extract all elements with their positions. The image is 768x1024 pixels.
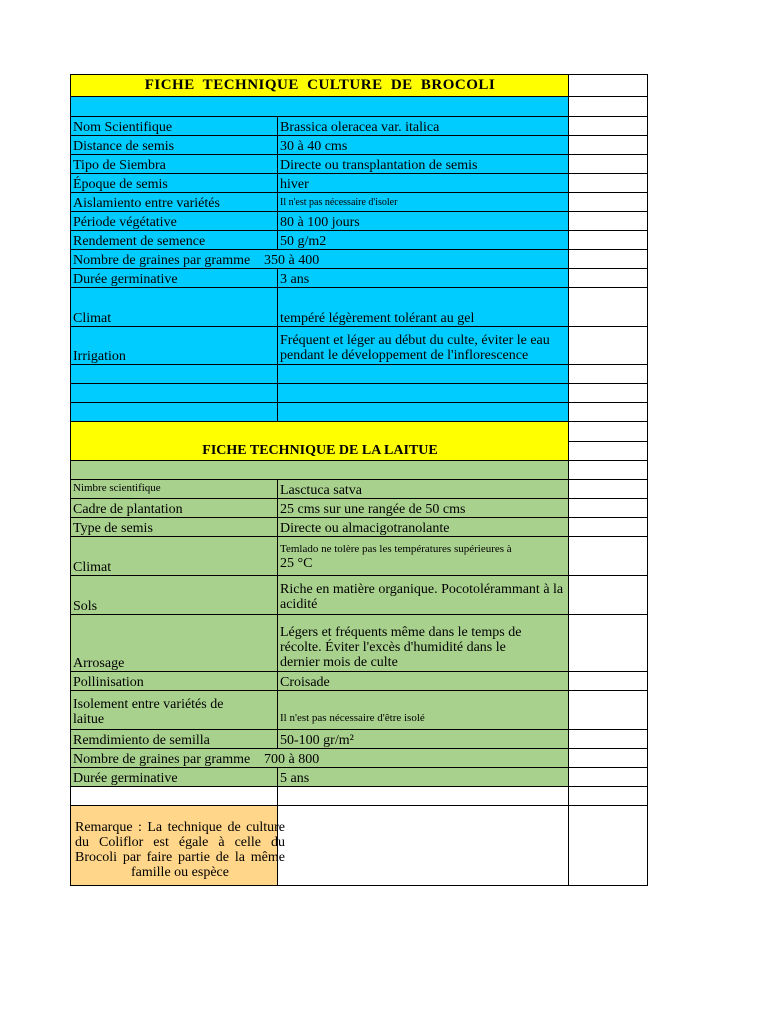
cell-empty[interactable] [569, 518, 648, 537]
lettuce-value[interactable]: Riche en matière organique. Pocotolérammant à la acidité [278, 576, 569, 615]
broccoli-value-text: 350 à 400 [264, 253, 320, 268]
cell-empty[interactable] [569, 384, 648, 403]
cell-empty[interactable] [569, 174, 648, 193]
cell-empty[interactable] [569, 672, 648, 691]
cell-empty[interactable] [569, 787, 648, 806]
cell-empty[interactable] [278, 384, 569, 403]
broccoli-label[interactable]: Rendement de semence [71, 231, 278, 250]
cell-empty[interactable] [569, 730, 648, 749]
broccoli-value[interactable]: Brassica oleracea var. italica [278, 117, 569, 136]
cell-empty[interactable] [569, 537, 648, 576]
cell-empty[interactable] [569, 212, 648, 231]
cell-empty[interactable] [569, 422, 648, 442]
broccoli-value[interactable]: tempéré légèrement tolérant au gel [278, 288, 569, 327]
cell-empty[interactable] [569, 75, 648, 97]
lettuce-value[interactable]: Légers et fréquents même dans le temps de récolte. Éviter l'excès d'humidité dans le dernier mois de culte [278, 615, 569, 672]
cell-empty[interactable] [569, 269, 648, 288]
remark-note[interactable] [71, 806, 285, 886]
cell-empty[interactable] [569, 749, 648, 768]
cell-empty[interactable] [569, 136, 648, 155]
lettuce-title[interactable]: FICHE TECHNIQUE DE LA LAITUE [71, 422, 569, 461]
lettuce-label[interactable]: Sols [71, 576, 278, 615]
broccoli-label[interactable]: Climat [71, 288, 278, 327]
broccoli-label[interactable]: Irrigation [71, 327, 278, 365]
lettuce-label[interactable]: Climat [71, 537, 278, 576]
cell-empty[interactable] [278, 365, 569, 384]
lettuce-label[interactable]: Nombre de graines par gramme [71, 749, 278, 768]
lettuce-value-text: 700 à 800 [264, 752, 320, 767]
broccoli-value[interactable]: hiver [278, 174, 569, 193]
cell-empty[interactable] [71, 97, 569, 117]
broccoli-label[interactable]: Nombre de graines par gramme [71, 250, 278, 269]
cell-empty[interactable] [569, 250, 648, 269]
broccoli-value[interactable]: 50 g/m2 [278, 231, 569, 250]
broccoli-value[interactable]: 3 ans [278, 269, 569, 288]
lettuce-value[interactable]: Croisade [278, 672, 569, 691]
cell-empty[interactable] [569, 442, 648, 461]
broccoli-label[interactable]: Distance de semis [71, 136, 278, 155]
broccoli-label[interactable]: Aislamiento entre variétés [71, 193, 278, 212]
cell-empty[interactable] [569, 231, 648, 250]
cell-empty[interactable] [278, 403, 569, 422]
lettuce-value[interactable] [278, 537, 569, 576]
cell-empty[interactable] [71, 787, 278, 806]
broccoli-value[interactable] [264, 250, 569, 269]
cell-empty[interactable] [569, 768, 648, 787]
cell-empty[interactable] [569, 576, 648, 615]
lettuce-value-line: Temlado ne tolère pas les températures supérieures à [280, 543, 512, 555]
broccoli-label[interactable]: Durée germinative [71, 269, 278, 288]
lettuce-label[interactable]: Cadre de plantation [71, 499, 278, 518]
lettuce-value[interactable]: 5 ans [278, 768, 569, 787]
cell-empty[interactable] [71, 403, 278, 422]
lettuce-label[interactable]: Arrosage [71, 615, 278, 672]
broccoli-label[interactable]: Tipo de Siembra [71, 155, 278, 174]
cell-empty[interactable] [278, 787, 569, 806]
broccoli-value[interactable]: 80 à 100 jours [278, 212, 569, 231]
lettuce-value[interactable] [264, 749, 569, 768]
cell-empty[interactable] [569, 615, 648, 672]
remark-text: Remarque : La technique de culture du Coliflor est égale à celle du Brocoli par faire partie de la même famille ou espèce [75, 820, 285, 880]
cell-empty[interactable] [71, 461, 569, 480]
lettuce-value-line: 25 °C [280, 556, 313, 571]
cell-empty[interactable] [569, 480, 648, 499]
lettuce-label[interactable]: Isolement entre variétés de laitue [71, 691, 278, 730]
cell-empty[interactable] [569, 806, 648, 886]
broccoli-label[interactable]: Période végétative [71, 212, 278, 231]
cell-empty[interactable] [569, 403, 648, 422]
cell-empty[interactable] [569, 117, 648, 136]
cell-empty[interactable] [71, 365, 278, 384]
lettuce-value[interactable]: Il n'est pas nécessaire d'être isolé [278, 691, 569, 730]
broccoli-value[interactable]: Directe ou transplantation de semis [278, 155, 569, 174]
cell-empty[interactable] [569, 193, 648, 212]
lettuce-label[interactable]: Nimbre scientifique [71, 480, 278, 499]
broccoli-title[interactable]: FICHE TECHNIQUE CULTURE DE BROCOLI [71, 75, 569, 97]
broccoli-label[interactable]: Nom Scientifique [71, 117, 278, 136]
cell-empty[interactable] [569, 155, 648, 174]
lettuce-value[interactable]: Lasctuca satva [278, 480, 569, 499]
lettuce-value[interactable]: Directe ou almacigotranolante [278, 518, 569, 537]
cell-empty[interactable] [569, 461, 648, 480]
lettuce-value[interactable]: 25 cms sur une rangée de 50 cms [278, 499, 569, 518]
broccoli-value[interactable]: 30 à 40 cms [278, 136, 569, 155]
cell-empty[interactable] [569, 691, 648, 730]
cell-empty[interactable] [569, 499, 648, 518]
cell-empty[interactable] [278, 806, 569, 886]
cell-empty[interactable] [71, 384, 278, 403]
cell-empty[interactable] [569, 365, 648, 384]
cell-empty[interactable] [569, 327, 648, 365]
cell-empty[interactable] [569, 288, 648, 327]
cell-empty[interactable] [569, 97, 648, 117]
broccoli-value[interactable]: Il n'est pas nécessaire d'isoler [278, 193, 569, 212]
lettuce-value[interactable]: 50-100 gr/m² [278, 730, 569, 749]
lettuce-label[interactable]: Remdimiento de semilla [71, 730, 278, 749]
lettuce-label[interactable]: Pollinisation [71, 672, 278, 691]
lettuce-label[interactable]: Durée germinative [71, 768, 278, 787]
lettuce-label[interactable]: Type de semis [71, 518, 278, 537]
broccoli-value[interactable]: Fréquent et léger au début du culte, éviter le eau pendant le développement de l'inflorescence [278, 327, 569, 365]
broccoli-label[interactable]: Époque de semis [71, 174, 278, 193]
